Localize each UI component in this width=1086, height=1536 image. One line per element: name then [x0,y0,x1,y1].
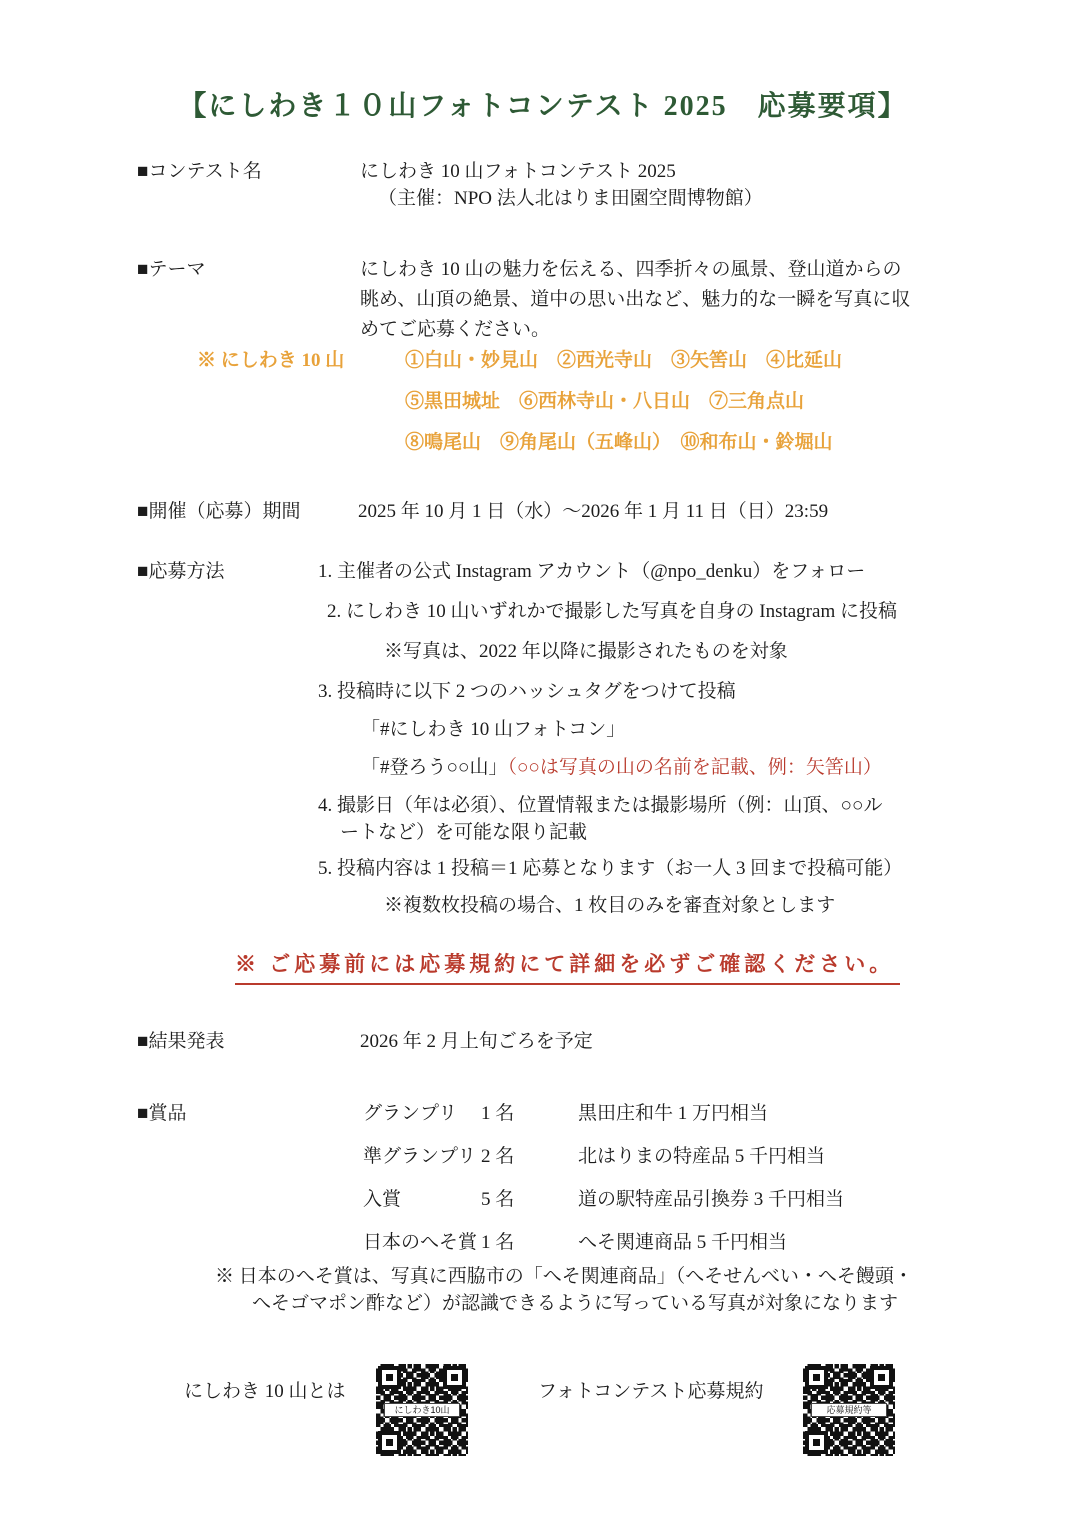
prize-count: 2 名 [481,1146,515,1167]
heso-prize-note-line: ※ 日本のへそ賞は、写真に西脇市の「へそ関連商品」（へそせんべい・へそ饅頭・ [215,1266,913,1287]
mountain-list-line: ⑤黒田城址 ⑥西林寺山・八日山 ⑦三角点山 [405,391,805,412]
qr-finder-icon [443,1366,466,1389]
theme-text-line: 眺め、山頂の絶景、道中の思い出など、魅力的な一瞬を写真に収 [360,289,911,310]
theme-text-line: めてご応募ください。 [360,319,551,340]
qr-caption: にしわき10山 [384,1403,459,1417]
prize-desc: 北はりまの特産品 5 千円相当 [578,1146,826,1167]
results-value: 2026 年 2 月上旬ごろを予定 [360,1031,593,1052]
prize-desc: 道の駅特産品引換券 3 千円相当 [578,1189,845,1210]
contest-name-value: にしわき 10 山フォトコンテスト 2025 [360,161,676,182]
theme-text-line: にしわき 10 山の魅力を伝える、四季折々の風景、登山道からの [360,259,902,280]
prize-count: 5 名 [481,1189,515,1210]
prize-name: グランプリ [363,1103,458,1124]
qr-code-nishiwaki-10mountains [376,1364,468,1456]
page-title: 【にしわき１０山フォトコンテスト 2025 応募要項】 [178,91,908,122]
qr-code-entry-terms [803,1364,895,1456]
method-step-4-line: ートなど）を可能な限り記載 [340,822,588,843]
prize-name: 入賞 [363,1189,402,1210]
mountain-list-line: ⑧鳴尾山 ⑨角尾山（五峰山） ⑩和布山・鈴堀山 [405,432,833,453]
method-label: ■応募方法 [137,561,225,582]
method-step-1: 1. 主催者の公式 Instagram アカウント（@npo_denku）をフォロー [318,561,866,582]
hashtag-1: 「#にしわき 10 山フォトコン」 [361,719,626,740]
qr-left-label: にしわき 10 山とは [184,1381,346,1402]
prize-count: 1 名 [481,1232,515,1253]
qr-right-label: フォトコンテスト応募規約 [538,1381,764,1402]
method-step-2-note: ※写真は、2022 年以降に撮影されたものを対象 [384,641,788,662]
method-step-5-note: ※複数枚投稿の場合、1 枚目のみを審査対象とします [384,895,836,916]
qr-finder-icon [870,1366,893,1389]
prizes-label: ■賞品 [137,1103,187,1124]
terms-confirmation-notice: ※ ご応募前には応募規約にて詳細を必ずご確認ください。 [235,948,900,985]
mountain-list-heading: ※ にしわき 10 山 [197,350,345,371]
period-label: ■開催（応募）期間 [137,501,301,522]
prize-name: 日本のへそ賞 [363,1232,478,1253]
hashtag-2-note: （○○は写真の山の名前を記載、例：矢筈山） [507,757,882,778]
theme-label: ■テーマ [137,259,206,280]
qr-finder-icon [805,1366,828,1389]
hashtag-2-text: 「#登ろう○○山」 [361,757,508,778]
qr-finder-icon [378,1366,401,1389]
heso-prize-note-line: へそゴマポン酢など）が認識できるように写っている写真が対象になります [252,1293,899,1314]
contest-name-label: ■コンテスト名 [137,161,262,182]
prize-count: 1 名 [481,1103,515,1124]
results-label: ■結果発表 [137,1031,225,1052]
prize-name: 準グランプリ [363,1146,477,1167]
method-step-4-line: 4. 撮影日（年は必須）、位置情報または撮影場所（例：山頂、○○ル [318,795,883,816]
hashtag-2 [361,754,882,781]
method-step-2: 2. にしわき 10 山いずれかで撮影した写真を自身の Instagram に投稿 [327,601,897,622]
mountain-list-line: ①白山・妙見山 ②西光寺山 ③矢筈山 ④比延山 [405,350,843,371]
prize-desc: 黒田庄和牛 1 万円相当 [578,1103,769,1124]
prize-desc: へそ関連商品 5 千円相当 [578,1232,788,1253]
method-step-3: 3. 投稿時に以下 2 つのハッシュタグをつけて投稿 [318,681,736,702]
contest-organizer: （主催：NPO 法人北はりま田園空間博物館） [378,188,763,209]
method-step-5: 5. 投稿内容は 1 投稿＝1 応募となります（お一人 3 回まで投稿可能） [318,858,903,879]
qr-finder-icon [805,1431,828,1454]
period-value: 2025 年 10 月 1 日（水）～2026 年 1 月 11 日（日）23:59 [358,501,829,522]
qr-finder-icon [378,1431,401,1454]
qr-caption: 応募規約等 [811,1403,886,1417]
